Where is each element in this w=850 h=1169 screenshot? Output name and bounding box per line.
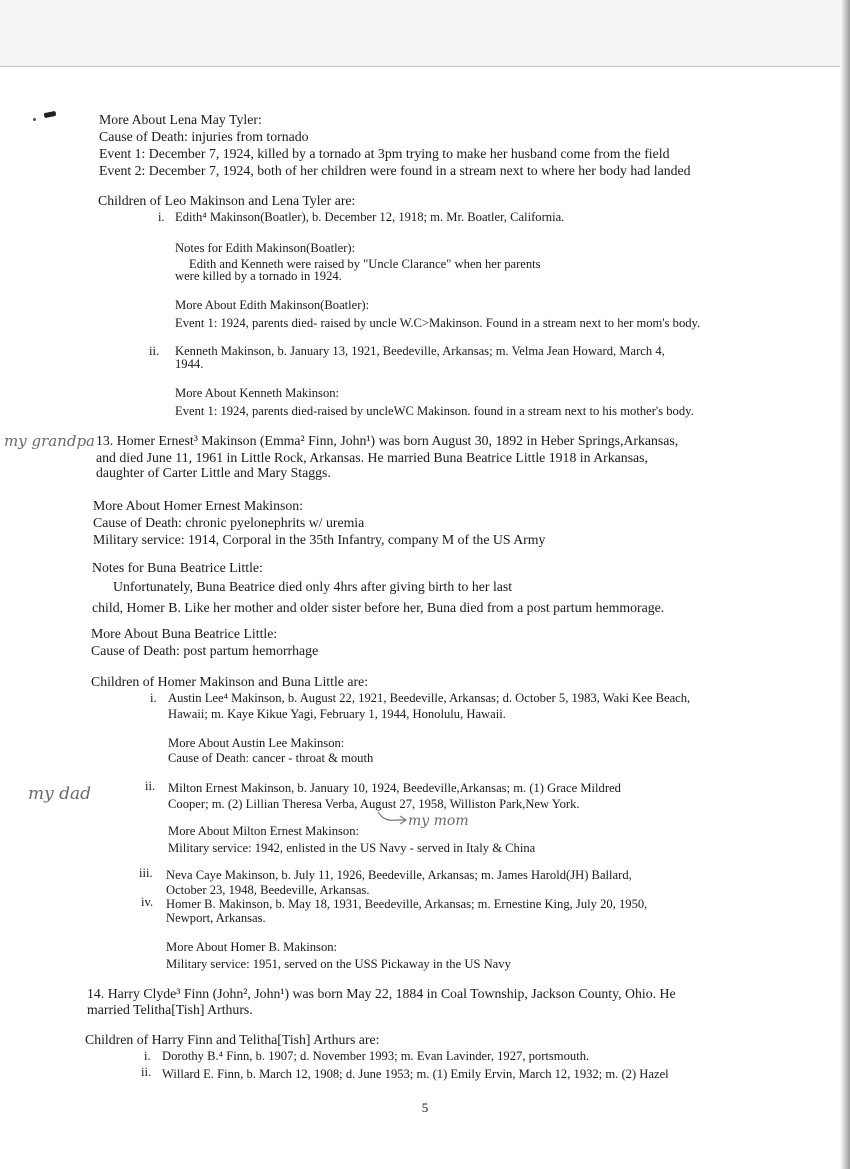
doc-line: Children of Homer Makinson and Buna Little are:	[91, 674, 369, 689]
doc-line: Cause of Death: injuries from tornado	[99, 129, 309, 144]
handwritten-note: my grandpa	[4, 432, 95, 450]
doc-line: Dorothy B.⁴ Finn, b. 1907; d. November 1993; m. Evan Lavinder, 1927, portsmouth.	[162, 1049, 590, 1063]
doc-line: Event 1: 1924, parents died- raised by uncle W.C>Makinson. Found in a stream next to her mom's body.	[175, 316, 701, 330]
scan-right-edge	[840, 0, 850, 1169]
doc-line: More About Homer Ernest Makinson:	[93, 498, 303, 513]
doc-line: Children of Leo Makinson and Lena Tyler are:	[98, 193, 356, 208]
doc-line: Event 2: December 7, 1924, both of her children were found in a stream next to where her body had landed	[99, 163, 691, 178]
doc-line: Homer B. Makinson, b. May 18, 1931, Beedeville, Arkansas; m. Ernestine King, July 20, 1950,	[166, 897, 648, 911]
doc-line: Notes for Edith Makinson(Boatler):	[175, 241, 356, 255]
doc-line: More About Homer B. Makinson:	[166, 940, 338, 954]
scan-top-edge	[0, 0, 850, 67]
doc-line: Cause of Death: cancer - throat & mouth	[168, 751, 374, 765]
list-marker: i.	[144, 1049, 151, 1063]
doc-line: More About Milton Ernest Makinson:	[168, 824, 359, 838]
doc-line: Event 1: 1924, parents died-raised by uncleWC Makinson. found in a stream next to his mother's body.	[175, 404, 694, 418]
list-marker: ii.	[145, 779, 156, 793]
doc-line: 14. Harry Clyde³ Finn (John², John¹) was born May 22, 1884 in Coal Township, Jackson County, Ohio. He	[87, 986, 676, 1001]
list-marker: ii.	[149, 344, 160, 358]
doc-line: Austin Lee⁴ Makinson, b. August 22, 1921, Beedeville, Arkansas; d. October 5, 1983, Waki Kee Beach,	[168, 691, 691, 705]
doc-line: and died June 11, 1961 in Little Rock, Arkansas. He married Buna Beatrice Little 1918 in Arkansas,	[96, 450, 649, 465]
doc-line: Event 1: December 7, 1924, killed by a tornado at 3pm trying to make her husband come from the field	[99, 146, 670, 161]
doc-line: married Telitha[Tish] Arthurs.	[87, 1002, 253, 1017]
doc-line: Newport, Arkansas.	[166, 911, 266, 925]
page-number: 5	[421, 1100, 429, 1115]
doc-line: 13. Homer Ernest³ Makinson (Emma² Finn, John¹) was born August 30, 1892 in Heber Springs,Arkansas,	[96, 433, 679, 448]
doc-line: were killed by a tornado in 1924.	[175, 269, 342, 283]
doc-line: Children of Harry Finn and Telitha[Tish] Arthurs are:	[85, 1032, 380, 1047]
doc-line: Milton Ernest Makinson, b. January 10, 1924, Beedeville,Arkansas; m. (1) Grace Mildred	[168, 781, 621, 795]
doc-line: daughter of Carter Little and Mary Staggs.	[96, 465, 331, 480]
doc-line: Unfortunately, Buna Beatrice died only 4hrs after giving birth to her last	[113, 579, 513, 594]
list-marker: iv.	[141, 895, 154, 909]
handwritten-note: my mom	[408, 813, 469, 829]
doc-line: Hawaii; m. Kaye Kikue Yagi, February 1, 1944, Honolulu, Hawaii.	[168, 707, 506, 721]
list-marker: iii.	[139, 866, 153, 880]
handwritten-note: my dad	[28, 784, 92, 804]
doc-line: October 23, 1948, Beedeville, Arkansas.	[166, 883, 370, 897]
doc-line: Cause of Death: post partum hemorrhage	[91, 643, 319, 658]
doc-line: Edith⁴ Makinson(Boatler), b. December 12, 1918; m. Mr. Boatler, California.	[175, 210, 565, 224]
doc-line: Kenneth Makinson, b. January 13, 1921, Beedeville, Arkansas; m. Velma Jean Howard, March 4,	[175, 344, 665, 358]
list-marker: i.	[158, 210, 165, 224]
doc-line: Neva Caye Makinson, b. July 11, 1926, Beedeville, Arkansas; m. James Harold(JH) Ballard,	[166, 868, 632, 882]
doc-line: More About Buna Beatrice Little:	[91, 626, 278, 641]
doc-line: Cause of Death: chronic pyelonephrits w/ uremia	[93, 515, 365, 530]
handwritten-arrow	[376, 808, 408, 826]
doc-line: More About Kenneth Makinson:	[175, 386, 340, 400]
scan-speck	[33, 118, 36, 121]
doc-line: More About Austin Lee Makinson:	[168, 736, 345, 750]
doc-line: Willard E. Finn, b. March 12, 1908; d. June 1953; m. (1) Emily Ervin, March 12, 1932; m. (2) Hazel	[162, 1067, 669, 1081]
doc-line: More About Edith Makinson(Boatler):	[175, 298, 370, 312]
doc-line: More About Lena May Tyler:	[99, 112, 262, 127]
scan-speck	[44, 111, 57, 118]
doc-line: child, Homer B. Like her mother and older sister before her, Buna died from a post partum hemmorage.	[92, 600, 665, 615]
doc-line: Edith and Kenneth were raised by "Uncle Clarance" when her parents	[189, 257, 541, 271]
doc-line: Notes for Buna Beatrice Little:	[92, 560, 263, 575]
doc-line: Military service: 1951, served on the USS Pickaway in the US Navy	[166, 957, 511, 971]
doc-line: Cooper; m. (2) Lillian Theresa Verba, August 27, 1958, Williston Park,New York.	[168, 797, 580, 811]
list-marker: i.	[150, 691, 157, 705]
doc-line: 1944.	[175, 357, 204, 371]
list-marker: ii.	[141, 1065, 152, 1079]
doc-line: Military service: 1942, enlisted in the US Navy - served in Italy & China	[168, 841, 536, 855]
doc-line: Military service: 1914, Corporal in the 35th Infantry, company M of the US Army	[93, 532, 546, 547]
